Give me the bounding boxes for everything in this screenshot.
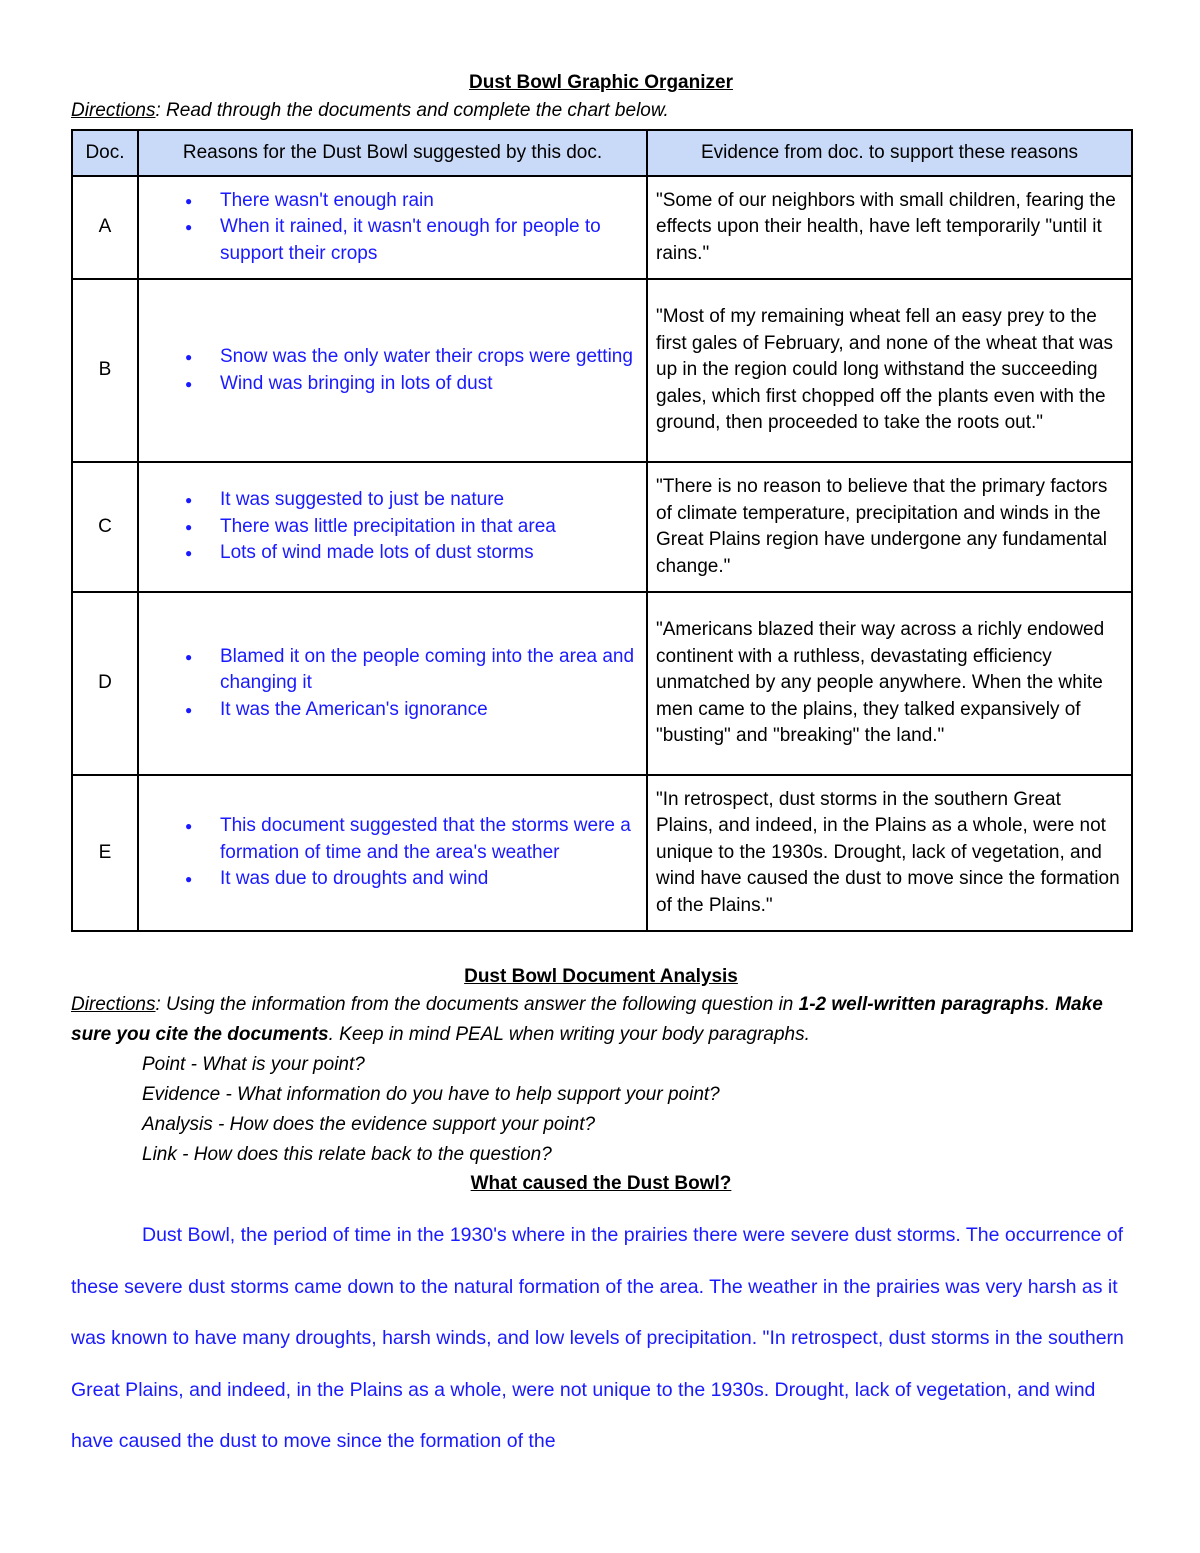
reason-item: ● It was suggested to just be nature (220, 487, 645, 514)
doc-letter: D (72, 592, 138, 775)
organizer-directions (71, 96, 1131, 126)
reason-item: ● There wasn't enough rain (220, 188, 645, 215)
analysis-directions-bold1: 1-2 well-written paragraphs (798, 994, 1045, 1015)
reasons-list (140, 487, 645, 567)
document-page (71, 70, 1131, 1468)
analysis-directions-part1: : Using the information from the documents answer the following question in (155, 994, 799, 1015)
directions-text: : Read through the documents and complete the chart below. (155, 100, 669, 121)
essay-answer-paragraph[interactable]: Dust Bowl, the period of time in the 1930's where in the prairies there were severe dust storms. The occurrence of these severe dust storms came down to the natural formation of the area. The weather in the prairies was very harsh as it was known to have many droughts, harsh winds, and low levels of precipitation. "In retrospect, dust storms in the southern Great Plains, and indeed, in the Plains as a whole, were not unique to the 1930s. Drought, lack of vegetation, and wind have caused the dust to move since the formation of the (71, 1224, 1124, 1452)
doc-letter: C (72, 462, 138, 592)
evidence-cell[interactable]: "Americans blazed their way across a richly endowed continent with a ruthless, devastating efficiency unmatched by any people anywhere. When the white men came to the plains, they talked expansively of "busting" and "breaking" the land." (647, 592, 1132, 775)
reason-item: ● When it rained, it wasn't enough for people to support their crops (220, 214, 645, 267)
directions-label: Directions (71, 100, 156, 121)
reasons-cell[interactable] (138, 592, 647, 775)
header-reasons: Reasons for the Dust Bowl suggested by this doc. (138, 130, 647, 176)
reasons-list (140, 344, 645, 397)
reason-item: ● It was due to droughts and wind (220, 866, 645, 893)
peal-analysis: Analysis - How does the evidence support your point? (142, 1114, 596, 1135)
table-row (72, 176, 1132, 279)
reason-item: ● There was little precipitation in that area (220, 514, 645, 541)
reason-item: ● Blamed it on the people coming into the area and changing it (220, 644, 645, 697)
analysis-directions-label: Directions (71, 994, 156, 1015)
header-doc: Doc. (72, 130, 138, 176)
reason-item: ● Wind was bringing in lots of dust (220, 371, 645, 398)
evidence-cell[interactable]: "Most of my remaining wheat fell an easy prey to the first gales of February, and none of the wheat that was up in the region could long withstand the succeeding gales, which first chopped off the plants even with the ground, then proceeded to take the roots out." (647, 279, 1132, 462)
reasons-cell[interactable] (138, 775, 647, 931)
reasons-list (140, 188, 645, 268)
evidence-cell[interactable]: "Some of our neighbors with small children, fearing the effects upon their health, have left temporarily "until it rains." (647, 176, 1132, 279)
table-row (72, 279, 1132, 462)
table-header-row (72, 130, 1132, 176)
reason-item: ● Lots of wind made lots of dust storms (220, 540, 645, 567)
header-evidence: Evidence from doc. to support these reasons (647, 130, 1132, 176)
evidence-cell[interactable]: "There is no reason to believe that the primary factors of climate temperature, precipitation and winds in the Great Plains region have undergone any fundamental change." (647, 462, 1132, 592)
doc-letter: E (72, 775, 138, 931)
peal-point: Point - What is your point? (142, 1054, 365, 1075)
table-row (72, 462, 1132, 592)
analysis-directions (71, 990, 1131, 1050)
reasons-cell[interactable] (138, 279, 647, 462)
analysis-directions-part2: . (1044, 994, 1056, 1015)
analysis-title: Dust Bowl Document Analysis (464, 966, 738, 987)
reasons-list (140, 813, 645, 893)
analysis-directions-bold2: Make sure you cite the documents (71, 994, 1103, 1045)
evidence-cell[interactable]: "In retrospect, dust storms in the southern Great Plains, and indeed, in the Plains as a whole, were not unique to the 1930s. Drought, lack of vegetation, and wind have caused the dust to move since the formation of the Plains." (647, 775, 1132, 931)
table-row (72, 592, 1132, 775)
reasons-list (140, 644, 645, 724)
analysis-directions-part3: . Keep in mind PEAL when writing your body paragraphs. (328, 1024, 810, 1045)
doc-letter: B (72, 279, 138, 462)
graphic-organizer-table (71, 129, 1133, 932)
reason-item: ● It was the American's ignorance (220, 697, 645, 724)
reasons-cell[interactable] (138, 462, 647, 592)
doc-letter: A (72, 176, 138, 279)
peal-evidence: Evidence - What information do you have to help support your point? (142, 1084, 720, 1105)
reason-item: ● Snow was the only water their crops were getting (220, 344, 645, 371)
table-row (72, 775, 1132, 931)
essay-question: What caused the Dust Bowl? (470, 1173, 732, 1194)
reason-item: ● This document suggested that the storms were a formation of time and the area's weather (220, 813, 645, 866)
peal-link: Link - How does this relate back to the question? (142, 1144, 552, 1165)
reasons-cell[interactable] (138, 176, 647, 279)
organizer-title: Dust Bowl Graphic Organizer (469, 72, 733, 93)
